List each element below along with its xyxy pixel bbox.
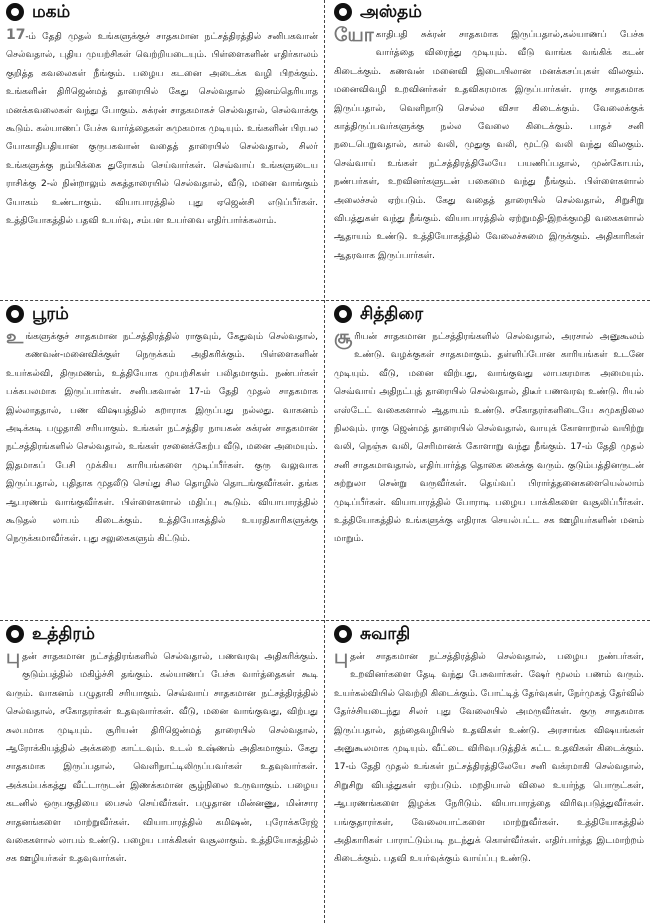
section-title: சுவாதி: [360, 624, 411, 644]
drop-cap: யோ: [334, 24, 374, 46]
bullet-icon: [6, 3, 24, 21]
bullet-icon: [6, 625, 24, 643]
bullet-icon: [6, 305, 24, 323]
section-heading: [6, 623, 318, 645]
section-text: ரியன் சாதகமான நட்சத்திரங்களில் செல்வதால், அரசால் அனுகூலம் உண்டு. வழக்குகள் சாதகமாகும். தள்ளிப்போன காரியங்கள் உடனே முடியும். வீடு, மனை விற்பது, வாங்குவது லாபகரமாக அமையும். செவ்வாய் அதிநட்புத் தாரையில் செல்வதால், திடீர் பணவரவு உண்டு. ரியல் எஸ்டேட் வகைகளால் ஆதாயம் உண்டு. சகோதரர்களிடையே சுமுகநிலை நிலவும். ராகு ஜென்மத் தாரையில் செல்வதால், வாயுக் கோளாறால் வயிற்று வலி, நெஞ்சு வலி, செரிமானக் கோளாறு வந்து நீங்கும். 17-ம் தேதி முதல் சனி சாதகமாவதால், எதிர்பார்த்த தொகை கைக்கு வரும். குடும்பத்தினருடன் சுற்றுலா சென்று வருவீர்கள். தெய்வப் பிரார்த்தனைகளையெல்லாம் முடிப்பீர்கள். வியாபாரத்தில் போராடி பழைய பாக்கிகளை வசூலிப்பீர்கள். உத்தியோகத்தில் உங்களுக்கு எதிராக செயல்பட்ட சக ஊழியர்களின் மனம் மாறும்.: [334, 332, 644, 545]
section-magam: [2, 0, 322, 298]
bullet-icon: [334, 3, 352, 21]
section-title: சித்திரை: [360, 304, 424, 324]
drop-cap: சூ: [334, 326, 353, 348]
section-text: ங்களுக்குச் சாதகமான நட்சத்திரத்தில் ராகுவும், கேதுவும் செல்வதால், கணவன்-மனைவிக்குள் நெருக்கம் அதிகரிக்கும். பிள்ளைகளின் உயர்கல்வி, திருமணம், உத்தியோக முயற்சிகள் பலிதமாகும். நண்பர்கள் பக்கபலமாக இருப்பார்கள். சனிபகவான் 17-ம் தேதி முதல் சாதகமாக இல்லாததால், பண விஷயத்தில் கறாராக இருப்பது நல்லது. வாகனம் அடிக்கடி பழுதாகி சரியாகும். உங்கள் நட்சத்திர நாயகன் சுக்ரன் சாதகமான நட்சத்திரங்களில் செல்வதால், உங்கள் ரசனைக்கேற்ப வீடு, மனை அமையும். இதமாகப் பேசி முக்கிய காரியங்களை முடிப்பீர்கள். குரு வலுவாக இருப்பதால், புதிதாக முதலீடு செய்து சில தொழில் தொடங்குவீர்கள். தங்க ஆபரணம் வாங்குவீர்கள். பிள்ளைகளால் மதிப்பு கூடும். வியாபாரத்தில் கூடுதல் லாபம் கிடைக்கும். உத்தியோகத்தில் உயரதிகாரிகளுக்கு நெருக்கமாவீர்கள். புது சலுகைகளும் கிட்டும்.: [6, 332, 318, 545]
section-heading: [334, 1, 644, 23]
section-astham: [330, 0, 648, 298]
section-title: பூரம்: [32, 304, 69, 324]
section-chithirai: [330, 302, 648, 618]
section-text: தன் சாதகமான நட்சத்திரத்தில் செல்வதால், பழைய நண்பர்கள், உறவினர்களை தேடி வந்து பேசுவார்கள். ஷேர் மூலம் பணம் வரும். உயர்கல்வியில் வெற்றி கிடைக்கும். போட்டித் தேர்வுகள், நேர்முகத் தேர்வில் தேர்ச்சியடைந்து சிலர் புது வேலையில் அமருவீர்கள். குரு சாதகமாக இருப்பதால், தந்தைவழியில் உதவிகள் உண்டு. அரசாங்க விஷயங்கள் அனுகூலமாக முடியும். வீட்டை விரிவுபடுத்திக் கட்ட உதவிகள் கிடைக்கும். 17-ம் தேதி முதல் உங்கள் நட்சத்திரத்திலேயே சனி வக்ரமாகி செல்வதால், சிறுசிறு விபத்துகள் ஏற்படும். மறதியால் விலை உயர்ந்த பொருட்கள், ஆபரணங்களை இழக்க நேரிடும். வியாபாரத்தை விரிவுபடுத்துவீர்கள். பங்குதாரர்கள், வேலையாட்களை மாற்றுவீர்கள். உத்தியோகத்தில் அதிகாரிகள் பாராட்டும்படி நடந்துக் கொள்வீர்கள். எதிர்பார்த்த இடமாற்றம் கிடைக்கும். பதவி உயர்வுக்கும் வாய்ப்பு உண்டு.: [334, 652, 644, 865]
section-text: தன் சாதகமான நட்சத்திரங்களில் செல்வதால், பணவரவு அதிகரிக்கும். குடும்பத்தில் மகிழ்ச்சி தங்கும். கல்யாணப் பேச்சு வார்த்தைகள் கூடி வரும். வாகனம் பழுதாகி சரியாகும். செவ்வாய் சாதகமான நட்சத்திரத்தில் செல்வதால், சகோதரர்கள் உதவுவார்கள். வீடு, மனை வாங்குவது, விற்பது சுலபமாக முடியும். சூரியன் திரிஜென்மத் தாரையில் செல்வதால், ஆரோக்கியத்தில் அக்கறை காட்டவும். உடல் உஷ்ணம் அதிகமாகும். கேது சாதகமாக இருப்பதால், வெளிநாட்டிலிருப்பவர்கள் உதவுவார்கள். அக்கம்பக்கத்து வீட்டாருடன் இணக்கமான சூழ்நிலை உருவாகும். பழைய கடனில் ஒருபகுதியை பைசல் செய்வீர்கள். பழுதான மின்னணு, மின்சார சாதனங்களை மாற்றுவீர்கள். வியாபாரத்தில் கமிஷன், புரோக்கரேஜ் வகைகளால் லாபம் உண்டு. பழைய பாக்கிகள் வசூலாகும். உத்தியோகத்தில் சக ஊழியர்கள் உதவுவார்கள்.: [6, 652, 318, 865]
column-divider: [324, 0, 325, 923]
section-uthiram: [2, 622, 322, 922]
drop-cap: பு: [334, 646, 349, 668]
section-body: [6, 26, 318, 230]
drop-cap: உ: [6, 326, 24, 348]
section-pooram: [2, 302, 322, 618]
section-heading: [6, 303, 318, 325]
bullet-icon: [334, 305, 352, 323]
lead-number: 17: [6, 27, 26, 43]
section-body: [6, 648, 318, 869]
row-divider-1: [0, 300, 650, 301]
section-text: -ம் தேதி முதல் உங்களுக்குச் சாதகமான நட்சத்திரத்தில் சனிபகவான் செல்வதால், புதிய முயற்சிகள் வெற்றியடையும். பிள்ளைகளின் எதிர்காலம் குறித்த கவலைகள் நீங்கும். பழைய கடனை அடைக்க வழி பிறக்கும். உங்களின் திரிஜென்மத் தாரையில் கேது செல்வதால் இனம்தெரியாத மனக்கவலைகள் வந்து போகும். சுக்ரன் சாதகமாகச் செல்வதால், செல்வாக்கு கூடும். கல்யாணப் பேச்சு வார்த்தைகள் சுமுகமாக முடியும். உங்களின் பிரபல யோகாதிபதியான குருபகவான் வதைத் தாரையில் செல்வதால், சிலர் உங்களுக்கு நம்பிக்கை துரோகம் செய்வார்கள். செவ்வாய் உங்களுடைய ராசிக்கு 2-ல் நின்றாலும் சுகத்தாரையில் செல்வதால், வீடு, மனை வாங்கும் யோகம் உண்டாகும். வியாபாரத்தில் புது ஏஜென்சி எடுப்பீர்கள். உத்தியோகத்தில் பதவி உயர்வு, சம்பள உயர்வை எதிர்பார்க்கலாம்.: [6, 32, 318, 227]
row-divider-2: [0, 620, 650, 621]
section-heading: [6, 1, 318, 23]
section-title: அஸ்தம்: [360, 2, 422, 22]
section-body: [6, 328, 318, 549]
section-title: மகம்: [32, 2, 71, 22]
section-heading: [334, 303, 644, 325]
section-body: [334, 26, 644, 265]
section-body: [334, 648, 644, 869]
section-body: [334, 328, 644, 549]
section-title: உத்திரம்: [32, 624, 95, 644]
drop-cap: பு: [6, 646, 21, 668]
section-text: காதிபதி சுக்ரன் சாதகமாக இருப்பதால்,கல்யாணப் பேச்சு வார்த்தை விரைந்து முடியும். வீடு வாங்க வங்கிக் கடன் கிடைக்கும். கணவன் மனைவி இடையிலான மனக்கசப்புகள் விலகும். மனைவிவழி உறவினர்கள் உதவிகரமாக இருப்பார்கள். ராகு சாதகமாக இருப்பதால், வெளிநாடு செல்ல விசா கிடைக்கும். வேலைக்குக் காத்திருப்பவர்களுக்கு நல்ல வேலை கிடைக்கும். பாதச் சனி நடைபெறுவதால், கால் வலி, முதுகு வலி, மூட்டு வலி வந்து விலகும். செவ்வாய் உங்கள் நட்சத்திரத்திலேயே பயணிப்பதால், முன்கோபம், நண்பர்கள், உறவினர்களுடன் பகைமை வந்து நீங்கும். பிள்ளைகளால் அலைச்சல் ஏற்படும். கேது வதைத் தாரையில் செல்வதால், சிறுசிறு விபத்துகள் வந்து நீங்கும். வியாபாரத்தில் ஏற்றுமதி-இறக்குமதி வகைகளால் ஆதாயம் உண்டு. உத்தியோகத்தில் வேலைச்சுமை இருக்கும். அதிகாரிகள் ஆதரவாக இருப்பார்கள்.: [334, 30, 644, 261]
section-heading: [334, 623, 644, 645]
bullet-icon: [334, 625, 352, 643]
section-swathi: [330, 622, 648, 922]
